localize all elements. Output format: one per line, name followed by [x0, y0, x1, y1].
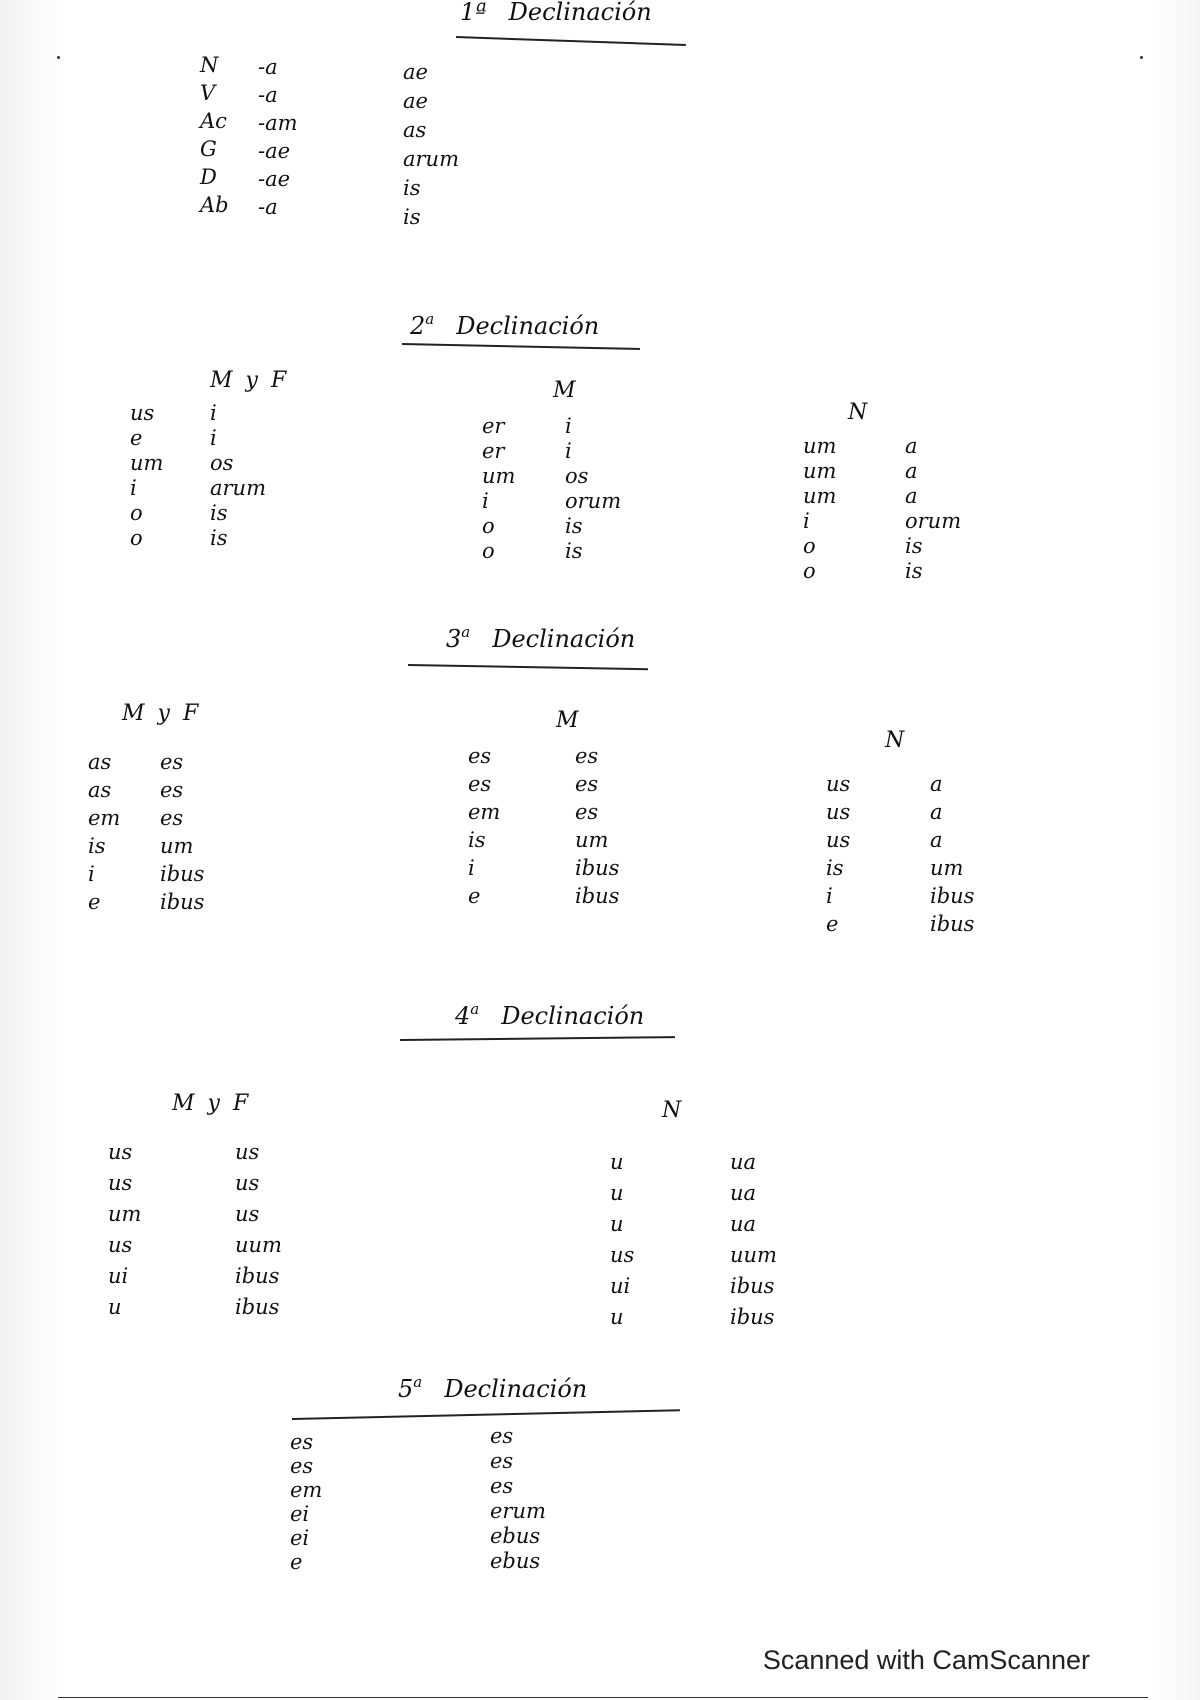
heading-decl4-word: Declinación [501, 1002, 645, 1030]
singular-ending: um [482, 464, 516, 488]
singular-ending: us [130, 401, 155, 425]
singular-ending: e [88, 890, 101, 914]
gender-label: M [553, 378, 579, 403]
singular-ending: -ae [258, 167, 291, 191]
heading-decl4-sup: a [470, 1000, 480, 1018]
plural-ending: um [930, 856, 964, 880]
singular-ending: um [803, 459, 837, 483]
plural-ending: is [210, 526, 228, 550]
plural-ending: ibus [235, 1264, 280, 1288]
heading-decl2-word: Declinación [456, 312, 600, 340]
plural-ending: i [210, 426, 217, 450]
singular-ending: i [88, 862, 95, 886]
singular-ending: e [826, 912, 839, 936]
singular-ending: -am [258, 111, 298, 135]
plural-ending: ibus [730, 1305, 775, 1329]
heading-decl3-sup: a [461, 623, 471, 641]
heading-underline [400, 1036, 675, 1041]
plural-ending: is [905, 559, 923, 583]
singular-ending: u [108, 1295, 122, 1319]
plural-ending: es [160, 750, 184, 774]
plural-ending: uum [730, 1243, 777, 1267]
singular-ending: u [610, 1181, 624, 1205]
heading-decl3 [446, 623, 635, 653]
heading-decl5-num: 5 [398, 1375, 414, 1403]
singular-ending: as [88, 750, 112, 774]
plural-ending: ae [403, 60, 428, 84]
singular-ending: i [468, 856, 475, 880]
heading-decl5-sup: a [413, 1373, 423, 1391]
plural-ending: es [490, 1424, 514, 1448]
heading-decl1-num: 1ª [460, 0, 487, 26]
plural-ending: um [160, 834, 194, 858]
plural-ending: is [905, 534, 923, 558]
plural-ending: ua [730, 1150, 757, 1174]
case-label: Ac [200, 109, 227, 133]
plural-ending: us [235, 1171, 260, 1195]
heading-underline [456, 36, 686, 46]
singular-ending: us [826, 772, 851, 796]
singular-ending: u [610, 1305, 624, 1329]
plural-ending: es [575, 800, 599, 824]
plural-ending: us [235, 1202, 260, 1226]
singular-ending: um [130, 451, 164, 475]
plural-ending: orum [905, 509, 962, 533]
singular-ending: es [290, 1454, 314, 1478]
scan-shadow-left [0, 0, 62, 1700]
plural-ending: is [565, 539, 583, 563]
case-label: V [200, 81, 216, 105]
heading-decl4 [455, 1000, 644, 1030]
singular-ending: i [803, 509, 810, 533]
singular-ending: o [803, 559, 816, 583]
singular-ending: um [108, 1202, 142, 1226]
plural-ending: ibus [930, 912, 975, 936]
camscanner-watermark: Scanned with CamScanner [762, 1645, 1090, 1675]
singular-ending: us [826, 828, 851, 852]
heading-decl3-num: 3 [446, 625, 462, 653]
singular-ending: er [482, 414, 505, 438]
gender-label: M y F [210, 368, 290, 393]
singular-ending: ei [290, 1526, 310, 1550]
heading-decl3-word: Declinación [492, 625, 636, 653]
singular-ending: is [468, 828, 486, 852]
singular-ending: um [803, 434, 837, 458]
heading-decl5 [398, 1373, 587, 1403]
plural-ending: ebus [490, 1524, 541, 1548]
plural-ending: es [160, 806, 184, 830]
singular-ending: us [108, 1140, 133, 1164]
plural-ending: i [565, 439, 572, 463]
heading-decl5-word: Declinación [444, 1375, 588, 1403]
case-label: D [200, 165, 217, 189]
singular-ending: i [130, 476, 137, 500]
singular-ending: es [468, 772, 492, 796]
singular-ending: ei [290, 1502, 310, 1526]
heading-decl4-num: 4 [455, 1002, 471, 1030]
singular-ending: em [290, 1478, 323, 1502]
plural-ending: ebus [490, 1549, 541, 1573]
singular-ending: is [88, 834, 106, 858]
singular-ending: u [610, 1150, 624, 1174]
scan-dot [57, 56, 60, 59]
plural-ending: es [575, 772, 599, 796]
singular-ending: um [803, 484, 837, 508]
case-label: Ab [200, 193, 229, 217]
plural-ending: ibus [575, 884, 620, 908]
plural-ending: is [403, 205, 421, 229]
plural-ending: a [905, 459, 918, 483]
plural-ending: ae [403, 89, 428, 113]
singular-ending: o [130, 526, 143, 550]
singular-ending: es [290, 1430, 314, 1454]
singular-ending: -a [258, 55, 278, 79]
plural-ending: os [565, 464, 589, 488]
singular-ending: er [482, 439, 505, 463]
singular-ending: o [482, 539, 495, 563]
singular-ending: i [826, 884, 833, 908]
singular-ending: ui [610, 1274, 631, 1298]
heading-decl1 [460, 0, 652, 26]
plural-ending: ibus [235, 1295, 280, 1319]
plural-ending: ibus [730, 1274, 775, 1298]
plural-ending: orum [565, 489, 622, 513]
heading-decl2-num: 2 [410, 312, 426, 340]
plural-ending: ua [730, 1181, 757, 1205]
plural-ending: um [575, 828, 609, 852]
plural-ending: es [575, 744, 599, 768]
singular-ending: i [482, 489, 489, 513]
singular-ending: -a [258, 195, 278, 219]
plural-ending: ibus [575, 856, 620, 880]
plural-ending: i [565, 414, 572, 438]
plural-ending: us [235, 1140, 260, 1164]
singular-ending: e [290, 1550, 303, 1574]
gender-label: N [662, 1098, 685, 1123]
singular-ending: us [826, 800, 851, 824]
plural-ending: es [490, 1449, 514, 1473]
plural-ending: is [403, 176, 421, 200]
plural-ending: a [930, 800, 943, 824]
footer-rule [58, 1697, 1148, 1698]
plural-ending: is [565, 514, 583, 538]
case-label: G [200, 137, 217, 161]
singular-ending: is [826, 856, 844, 880]
heading-decl2-sup: a [425, 310, 435, 328]
plural-ending: a [930, 828, 943, 852]
gender-label: N [885, 728, 908, 753]
singular-ending: em [88, 806, 121, 830]
heading-underline [408, 664, 648, 670]
heading-underline [402, 343, 640, 350]
singular-ending: us [108, 1233, 133, 1257]
plural-ending: as [403, 118, 427, 142]
gender-label: M y F [122, 701, 202, 726]
case-label: N [200, 53, 219, 77]
singular-ending: -a [258, 83, 278, 107]
plural-ending: a [930, 772, 943, 796]
heading-decl1-word: Declinación [508, 0, 652, 26]
plural-ending: ibus [160, 862, 205, 886]
plural-ending: es [160, 778, 184, 802]
scan-dot [1140, 56, 1143, 59]
singular-ending: -ae [258, 139, 291, 163]
heading-decl2 [410, 310, 599, 340]
gender-label: M y F [172, 1091, 252, 1116]
singular-ending: u [610, 1212, 624, 1236]
plural-ending: a [905, 484, 918, 508]
plural-ending: es [490, 1474, 514, 1498]
plural-ending: erum [490, 1499, 546, 1523]
scan-shadow-right [1154, 0, 1200, 1700]
plural-ending: ua [730, 1212, 757, 1236]
heading-underline [292, 1409, 680, 1420]
singular-ending: as [88, 778, 112, 802]
singular-ending: o [482, 514, 495, 538]
singular-ending: us [108, 1171, 133, 1195]
gender-label: N [848, 400, 871, 425]
plural-ending: i [210, 401, 217, 425]
singular-ending: es [468, 744, 492, 768]
plural-ending: is [210, 501, 228, 525]
plural-ending: arum [403, 147, 459, 171]
plural-ending: a [905, 434, 918, 458]
plural-ending: uum [235, 1233, 282, 1257]
singular-ending: e [468, 884, 481, 908]
gender-label: M [556, 708, 582, 733]
singular-ending: ui [108, 1264, 129, 1288]
plural-ending: ibus [930, 884, 975, 908]
singular-ending: em [468, 800, 501, 824]
singular-ending: us [610, 1243, 635, 1267]
plural-ending: ibus [160, 890, 205, 914]
singular-ending: o [130, 501, 143, 525]
singular-ending: e [130, 426, 143, 450]
plural-ending: arum [210, 476, 266, 500]
singular-ending: o [803, 534, 816, 558]
plural-ending: os [210, 451, 234, 475]
